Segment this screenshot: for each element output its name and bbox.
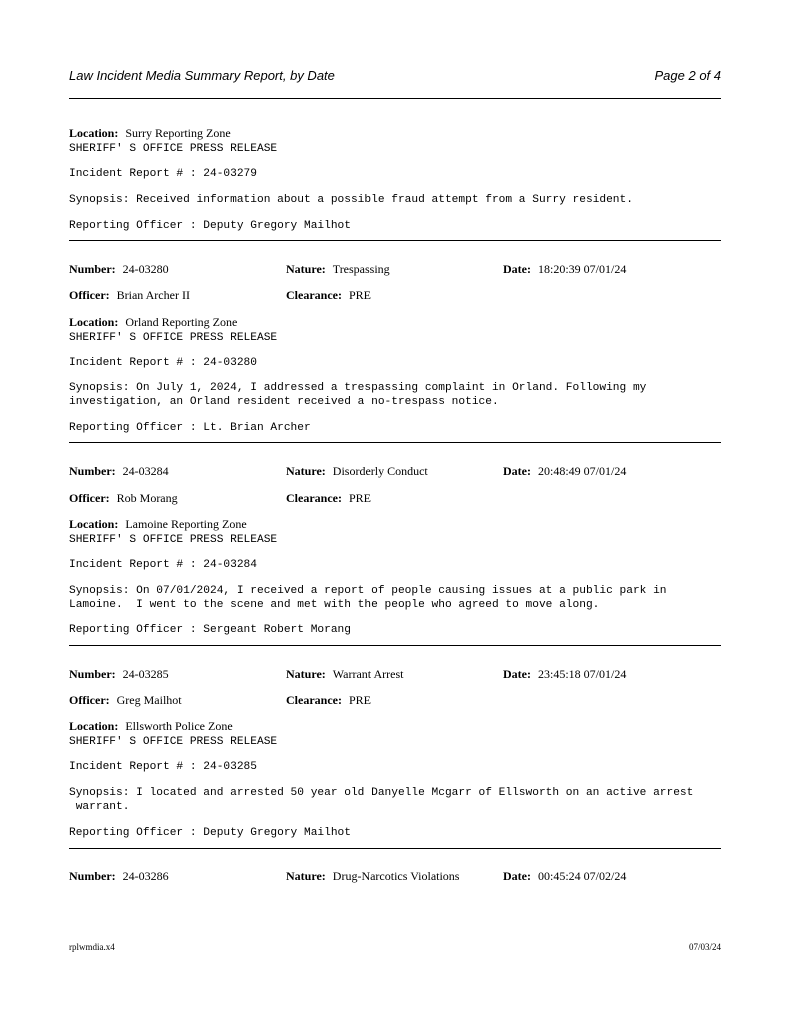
nature-value: Trespassing	[332, 262, 390, 276]
reporting-officer-line: Reporting Officer : Deputy Gregory Mailhot	[69, 220, 351, 232]
clearance-value: PRE	[348, 491, 371, 505]
officer-field	[69, 288, 190, 302]
record-divider	[69, 442, 721, 443]
nature-field	[286, 667, 403, 681]
date-field	[503, 262, 626, 276]
nature-field	[286, 869, 459, 883]
press-release-line: SHERIFF' S OFFICE PRESS RELEASE	[69, 332, 278, 344]
number-field	[69, 464, 169, 478]
number-field	[69, 869, 169, 883]
officer-label: Officer:	[69, 693, 110, 707]
number-label: Number:	[69, 869, 116, 883]
officer-value: Rob Morang	[116, 491, 178, 505]
date-value: 20:48:49 07/01/24	[537, 464, 627, 478]
report-title: Law Incident Media Summary Report, by Date	[69, 68, 335, 83]
location-line	[69, 719, 233, 733]
officer-value: Brian Archer II	[116, 288, 190, 302]
clearance-label: Clearance:	[286, 693, 342, 707]
header-divider	[69, 98, 721, 99]
date-value: 00:45:24 07/02/24	[537, 869, 627, 883]
nature-label: Nature:	[286, 464, 326, 478]
nature-field	[286, 464, 428, 478]
number-value: 24-03280	[122, 262, 169, 276]
officer-value: Greg Mailhot	[116, 693, 182, 707]
footer-report-id: rplwmdia.x4	[69, 942, 115, 952]
reporting-officer-line: Reporting Officer : Deputy Gregory Mailhot	[69, 827, 351, 839]
synopsis-text: Synopsis: On July 1, 2024, I addressed a trespassing complaint in Orland. Following my investigation, an Orland resident received a no-trespass notice.	[69, 382, 647, 408]
nature-value: Drug-Narcotics Violations	[332, 869, 460, 883]
clearance-label: Clearance:	[286, 491, 342, 505]
number-value: 24-03284	[122, 464, 169, 478]
date-field	[503, 869, 626, 883]
date-value: 23:45:18 07/01/24	[537, 667, 627, 681]
record-divider	[69, 240, 721, 241]
press-release-line: SHERIFF' S OFFICE PRESS RELEASE	[69, 534, 278, 546]
officer-field	[69, 491, 178, 505]
location-line	[69, 126, 231, 140]
synopsis-text: Synopsis: Received information about a possible fraud attempt from a Surry resident.	[69, 194, 633, 206]
reporting-officer-line: Reporting Officer : Sergeant Robert Morang	[69, 624, 351, 636]
clearance-value: PRE	[348, 693, 371, 707]
number-label: Number:	[69, 262, 116, 276]
nature-label: Nature:	[286, 869, 326, 883]
footer-print-date: 07/03/24	[688, 942, 721, 952]
record-divider	[69, 645, 721, 646]
location-value: Ellsworth Police Zone	[125, 719, 233, 733]
number-value: 24-03286	[122, 869, 169, 883]
number-label: Number:	[69, 667, 116, 681]
nature-label: Nature:	[286, 667, 326, 681]
press-release-line: SHERIFF' S OFFICE PRESS RELEASE	[69, 143, 278, 155]
date-field	[503, 667, 626, 681]
nature-value: Disorderly Conduct	[332, 464, 428, 478]
clearance-field	[286, 693, 371, 707]
location-label: Location:	[69, 315, 119, 329]
location-label: Location:	[69, 126, 119, 140]
date-label: Date:	[503, 667, 531, 681]
date-label: Date:	[503, 262, 531, 276]
page-number: Page 2 of 4	[654, 68, 721, 83]
officer-label: Officer:	[69, 491, 110, 505]
date-label: Date:	[503, 869, 531, 883]
location-line	[69, 517, 247, 531]
nature-label: Nature:	[286, 262, 326, 276]
synopsis-text: Synopsis: On 07/01/2024, I received a report of people causing issues at a public park in Lamoine. I went to the scene and met with the people who agreed to move along.	[69, 585, 667, 611]
number-label: Number:	[69, 464, 116, 478]
location-line	[69, 315, 237, 329]
clearance-value: PRE	[348, 288, 371, 302]
clearance-field	[286, 491, 371, 505]
incident-report-line: Incident Report # : 24-03280	[69, 357, 257, 369]
clearance-label: Clearance:	[286, 288, 342, 302]
officer-field	[69, 693, 182, 707]
date-value: 18:20:39 07/01/24	[537, 262, 627, 276]
location-label: Location:	[69, 517, 119, 531]
date-field	[503, 464, 626, 478]
incident-report-line: Incident Report # : 24-03279	[69, 168, 257, 180]
synopsis-text: Synopsis: I located and arrested 50 year old Danyelle Mcgarr of Ellsworth on an active arrest warrant.	[69, 787, 694, 813]
incident-report-line: Incident Report # : 24-03284	[69, 559, 257, 571]
date-label: Date:	[503, 464, 531, 478]
nature-value: Warrant Arrest	[332, 667, 404, 681]
incident-report-line: Incident Report # : 24-03285	[69, 761, 257, 773]
clearance-field	[286, 288, 371, 302]
number-field	[69, 667, 169, 681]
number-value: 24-03285	[122, 667, 169, 681]
nature-field	[286, 262, 390, 276]
location-value: Surry Reporting Zone	[125, 126, 231, 140]
location-value: Lamoine Reporting Zone	[125, 517, 247, 531]
record-divider	[69, 848, 721, 849]
number-field	[69, 262, 169, 276]
location-label: Location:	[69, 719, 119, 733]
officer-label: Officer:	[69, 288, 110, 302]
location-value: Orland Reporting Zone	[125, 315, 238, 329]
reporting-officer-line: Reporting Officer : Lt. Brian Archer	[69, 422, 311, 434]
press-release-line: SHERIFF' S OFFICE PRESS RELEASE	[69, 736, 278, 748]
